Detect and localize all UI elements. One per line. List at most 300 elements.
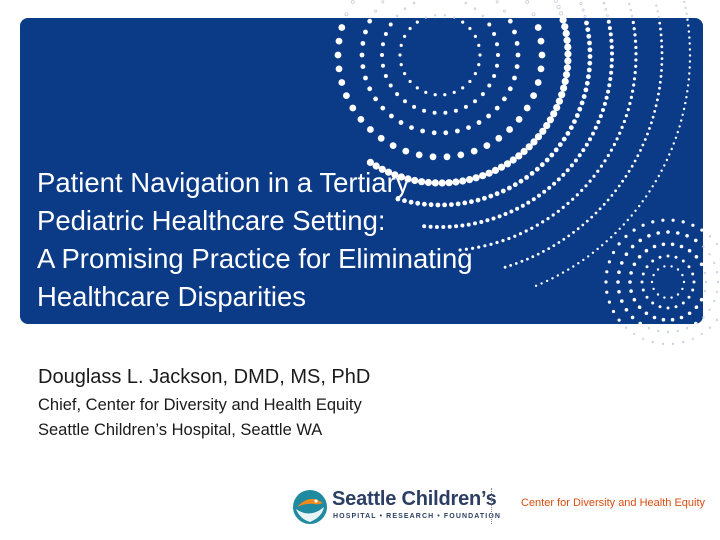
decor-dot [526, 0, 529, 3]
decor-dot [688, 312, 692, 316]
decor-dot [646, 133, 649, 136]
decor-dot [399, 120, 404, 125]
decor-dot [398, 53, 401, 56]
decor-dot [631, 316, 635, 320]
decor-dot [709, 236, 711, 238]
decor-dot [638, 305, 642, 309]
decor-dot [378, 135, 385, 142]
decor-dot [646, 265, 649, 268]
decor-dot [557, 5, 560, 8]
decor-dot [400, 63, 403, 66]
decor-dot [558, 142, 563, 147]
decor-dot [396, 15, 398, 17]
decor-dot [631, 245, 635, 249]
decor-dot [658, 87, 661, 90]
decor-dot [495, 106, 500, 111]
decor-dot [651, 302, 654, 305]
seattle-childrens-logo [292, 487, 502, 527]
decor-dot [607, 83, 611, 87]
decor-dot [648, 190, 650, 192]
decor-dot [660, 170, 662, 172]
decor-dot [666, 230, 670, 234]
decor-dot [651, 260, 654, 263]
decor-dot [633, 333, 635, 335]
decor-dot [609, 71, 613, 75]
decor-dot [474, 8, 476, 10]
presenter-name: Douglass L. Jackson, DMD, MS, PhD [38, 366, 371, 388]
decor-dot [564, 50, 571, 57]
decor-dot [668, 153, 670, 155]
decor-dot [474, 72, 477, 75]
decor-dot [682, 341, 684, 343]
decor-dot [663, 265, 665, 267]
decor-dot [610, 149, 613, 152]
decor-dot [691, 289, 694, 292]
decor-dot [603, 2, 605, 4]
decor-dot [618, 185, 621, 188]
decor-dot [627, 219, 629, 221]
decor-dot [687, 24, 689, 26]
decor-dot [482, 15, 484, 17]
decor-dot [477, 44, 480, 47]
decor-dot [653, 316, 657, 320]
decor-dot [562, 78, 569, 85]
decor-dot [585, 143, 589, 147]
decor-dot [403, 72, 406, 75]
decor-dot [685, 96, 687, 98]
decor-dot [487, 84, 491, 88]
decor-dot [693, 281, 696, 284]
decor-dot [655, 180, 657, 182]
decor-dot [689, 60, 691, 62]
decor-dot [607, 20, 611, 24]
decor-dot [688, 296, 691, 299]
decor-dot [558, 91, 565, 98]
decor-dot [358, 116, 365, 123]
decor-dot [657, 268, 659, 270]
decor-dot [585, 27, 590, 32]
decor-dot [606, 240, 608, 242]
decor-dot [680, 316, 684, 320]
decor-dot [572, 119, 577, 124]
decor-dot [648, 127, 651, 130]
decor-dot [709, 327, 711, 329]
decor-dot [675, 305, 678, 308]
decor-dot [634, 160, 637, 163]
decor-dot [538, 66, 545, 73]
decor-dot [652, 185, 654, 187]
decor-dot [695, 255, 699, 259]
decor-dot [683, 108, 685, 110]
decor-dot [682, 260, 685, 263]
decor-dot [686, 13, 688, 15]
decor-dot [591, 132, 595, 136]
decor-dot [642, 224, 645, 227]
decor-dot [670, 265, 672, 267]
decor-dot [689, 66, 691, 68]
decor-dot [412, 105, 416, 109]
decor-dot [691, 224, 694, 227]
decor-dot [577, 107, 582, 112]
decor-dot [599, 207, 602, 210]
decor-dot [443, 130, 448, 135]
decor-dot [618, 132, 621, 135]
logo-name: Seattle Children’s [332, 488, 497, 510]
decor-dot [660, 45, 663, 48]
decor-dot [466, 125, 471, 130]
decor-dot [420, 129, 425, 134]
decor-dot [487, 23, 491, 27]
decor-dot [688, 249, 692, 253]
decor-dot [587, 61, 592, 66]
decor-dot [612, 251, 615, 254]
decor-dot [645, 249, 649, 253]
decor-dot [384, 74, 388, 78]
decor-dot [538, 38, 545, 45]
decor-dot [554, 0, 557, 2]
decor-dot [634, 58, 637, 61]
decor-dot [662, 343, 664, 345]
decor-dot [636, 154, 639, 157]
decor-dot [486, 114, 491, 119]
decor-dot [389, 23, 393, 27]
decor-dot [566, 131, 571, 136]
decor-dot [608, 77, 612, 81]
logo-tagline: HOSPITAL • RESEARCH • FOUNDATION [333, 513, 502, 520]
decor-dot [561, 23, 568, 30]
decor-dot [349, 105, 356, 112]
decor-dot [685, 7, 687, 9]
decor-dot [671, 243, 675, 247]
decor-dot [508, 86, 513, 91]
decor-dot [692, 338, 694, 340]
decor-dot [638, 205, 640, 207]
decor-dot [609, 39, 613, 43]
decor-dot [634, 65, 637, 68]
decor-dot [601, 244, 603, 246]
decor-dot [682, 114, 684, 116]
decor-dot [629, 289, 633, 293]
decor-dot [666, 159, 668, 161]
decor-dot [586, 74, 591, 79]
decor-dot [700, 263, 703, 267]
decor-dot [617, 290, 621, 294]
decor-dot [678, 125, 680, 127]
decor-dot [606, 90, 610, 94]
decor-dot [677, 131, 679, 133]
decor-dot [389, 114, 394, 119]
decor-dot [627, 108, 630, 111]
decor-dot [578, 153, 582, 157]
decor-dot [621, 180, 624, 183]
decor-dot [363, 30, 368, 35]
decor-dot [661, 57, 664, 60]
decor-dot [705, 281, 707, 283]
decor-dot [495, 64, 499, 68]
decor-dot [496, 1, 498, 3]
decor-dot [667, 307, 670, 310]
decor-dot [610, 45, 614, 49]
decor-dot [630, 96, 633, 99]
decor-dot [599, 114, 603, 118]
decor-dot [563, 71, 570, 78]
decor-dot [530, 92, 537, 99]
decor-dot [367, 19, 372, 24]
decor-dot [685, 234, 689, 238]
decor-dot [656, 231, 660, 235]
decor-dot [657, 293, 659, 295]
slide-title [37, 164, 597, 316]
decor-dot [659, 28, 662, 31]
presenter-role: Chief, Center for Diversity and Health Equity [38, 396, 362, 414]
decor-dot [644, 138, 647, 141]
decor-dot [416, 152, 423, 159]
decor-dot [601, 108, 605, 112]
decor-dot [564, 64, 571, 71]
decor-dot [619, 228, 621, 230]
decor-dot [677, 268, 679, 270]
decor-dot [634, 71, 637, 74]
decor-dot [560, 18, 567, 24]
presenter-organization: Seattle Children’s Hospital, Seattle WA [38, 421, 323, 439]
decor-dot [634, 52, 637, 55]
decor-dot [657, 11, 659, 13]
decor-dot [634, 40, 637, 43]
decor-dot [660, 34, 663, 37]
decor-dot [395, 92, 399, 96]
title-line-1: Patient Navigation in a Tertiary [37, 167, 410, 198]
decor-dot [409, 125, 414, 130]
decor-dot [652, 341, 654, 343]
decor-dot [345, 13, 348, 16]
decor-dot [471, 148, 478, 155]
decor-dot [621, 126, 624, 129]
decor-dot [645, 195, 647, 197]
decor-dot [672, 343, 674, 345]
decor-dot [474, 35, 477, 38]
decor-dot [516, 116, 523, 123]
decor-dot [688, 30, 690, 32]
decor-dot [717, 281, 719, 283]
decor-dot [689, 48, 691, 50]
decor-dot [457, 152, 464, 159]
decor-dot [495, 135, 502, 142]
decor-dot [660, 39, 663, 42]
decor-dot [686, 19, 688, 21]
decor-dot [629, 3, 631, 5]
decor-dot [642, 200, 644, 202]
decor-dot [587, 68, 592, 73]
decor-dot [648, 327, 650, 329]
decor-dot [631, 165, 634, 168]
decor-dot [700, 229, 703, 232]
decor-dot [709, 309, 711, 311]
decor-dot [382, 1, 384, 3]
decor-dot [545, 158, 550, 163]
decor-dot [682, 302, 685, 305]
decor-dot [659, 305, 662, 308]
decor-dot [633, 263, 637, 267]
decor-dot [716, 319, 718, 321]
decor-dot [351, 0, 354, 3]
decor-dot [403, 35, 406, 38]
decor-dot [610, 236, 612, 238]
decor-dot [623, 223, 625, 225]
decor-dot [652, 274, 654, 276]
decor-dot [713, 300, 715, 302]
decor-dot [381, 64, 385, 68]
decor-dot [554, 148, 559, 153]
decor-dot [681, 274, 683, 276]
decor-dot [607, 15, 609, 17]
decor-dot [680, 245, 684, 249]
decor-dot [610, 64, 614, 68]
decor-dot [605, 96, 609, 100]
decor-dot [658, 175, 660, 177]
decor-dot [409, 80, 412, 83]
decor-dot [477, 120, 482, 125]
decor-dot [563, 30, 570, 37]
title-line-3: A Promising Practice for Eliminating [37, 243, 473, 274]
decor-dot [683, 281, 685, 283]
decor-dot [628, 102, 631, 105]
decor-dot [660, 75, 663, 78]
decor-dot [630, 9, 632, 11]
decor-dot [618, 319, 621, 322]
decor-dot [716, 291, 718, 293]
decor-dot [503, 10, 505, 12]
decor-dot [607, 154, 610, 157]
decor-dot [443, 93, 446, 96]
decor-dot [492, 32, 496, 36]
decor-dot [704, 290, 706, 292]
decor-dot [612, 310, 615, 313]
decor-dot [588, 47, 593, 52]
decor-dot [628, 170, 631, 173]
decor-dot [336, 66, 343, 73]
whale-logo-icon [292, 489, 328, 525]
decor-dot [687, 84, 689, 86]
decor-dot [625, 114, 628, 117]
decor-dot [613, 143, 616, 146]
decor-dot [704, 272, 706, 274]
decor-dot [564, 57, 571, 64]
decor-dot [484, 142, 491, 149]
decor-dot [580, 101, 585, 106]
decor-dot [689, 54, 691, 56]
decor-dot [422, 109, 426, 113]
decor-dot [574, 159, 578, 163]
decor-dot [338, 79, 345, 86]
decor-dot [453, 91, 456, 94]
decor-dot [402, 148, 409, 155]
decor-dot [495, 42, 499, 46]
decor-dot [625, 175, 628, 178]
title-line-2: Pediatric Healthcare Setting: [37, 205, 386, 236]
decor-dot [443, 111, 447, 115]
decor-dot [338, 24, 345, 31]
decor-dot [361, 64, 366, 69]
decor-dot [454, 109, 458, 113]
decor-dot [562, 137, 567, 142]
decor-dot [360, 53, 365, 58]
decor-dot [700, 298, 703, 302]
decor-dot [677, 330, 679, 332]
decor-dot [610, 58, 614, 62]
decor-dot [605, 270, 608, 273]
decor-dot [652, 288, 654, 290]
decor-dot [434, 93, 437, 96]
decor-dot [688, 36, 690, 38]
decor-dot [655, 104, 658, 107]
decor-dot [433, 111, 437, 115]
decor-dot [620, 299, 624, 303]
decor-dot [682, 220, 685, 223]
decor-dot [642, 289, 645, 292]
decor-dot [625, 308, 629, 312]
decor-dot [681, 288, 683, 290]
decor-dot [656, 99, 659, 102]
decor-dot [444, 153, 451, 160]
decor-dot [631, 15, 633, 17]
decor-dot [701, 333, 703, 335]
decor-dot [600, 165, 603, 168]
decor-dot [694, 322, 698, 324]
decor-dot [465, 2, 467, 4]
decor-dot [645, 312, 649, 316]
decor-dot [661, 219, 664, 222]
decor-dot [361, 41, 366, 46]
decor-dot [524, 105, 531, 112]
decor-dot [502, 97, 507, 102]
decor-dot [584, 88, 589, 93]
decor-dot [647, 234, 651, 238]
decor-dot [515, 41, 520, 46]
decor-dot [680, 119, 682, 121]
decor-dot [625, 327, 627, 329]
decor-dot [616, 137, 619, 140]
decor-dot [444, 15, 446, 17]
decor-dot [660, 69, 663, 72]
decor-dot [609, 32, 613, 36]
decor-dot [642, 338, 644, 340]
decor-dot [516, 53, 521, 58]
decor-dot [343, 92, 350, 99]
decor-dot [632, 83, 635, 86]
decor-dot [631, 90, 634, 93]
decor-dot [657, 93, 660, 96]
decor-dot [496, 53, 500, 57]
decor-dot [373, 97, 378, 102]
footer-divider [491, 488, 492, 524]
decor-dot [691, 273, 694, 276]
decor-dot [642, 273, 645, 276]
decor-dot [564, 37, 571, 44]
decor-dot [676, 231, 680, 235]
decor-dot [713, 262, 715, 264]
decor-dot [461, 21, 464, 24]
decor-dot [367, 126, 374, 133]
decor-dot [641, 281, 644, 284]
decor-dot [616, 280, 620, 284]
decor-dot [670, 296, 672, 298]
decor-dot [624, 235, 627, 238]
title-line-4: Healthcare Disparities [37, 281, 306, 312]
decor-dot [559, 12, 562, 15]
decor-dot [461, 86, 464, 89]
decor-dot [553, 104, 560, 111]
decor-dot [659, 256, 662, 259]
